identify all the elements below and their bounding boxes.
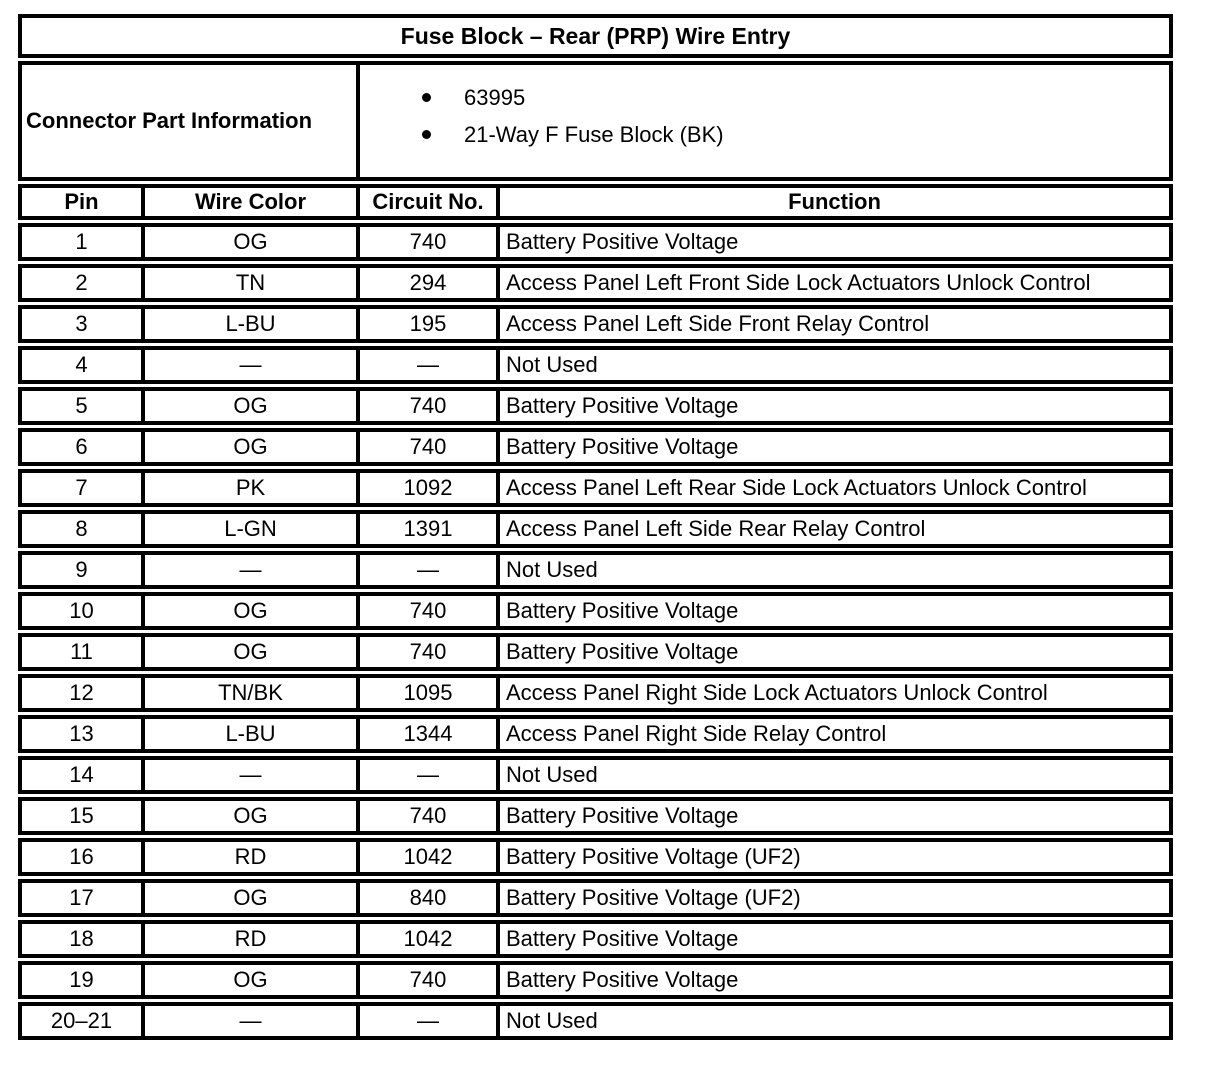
function-cell: Battery Positive Voltage bbox=[496, 432, 1169, 462]
circuit-no-cell: 294 bbox=[356, 268, 496, 298]
table-row bbox=[18, 715, 1173, 753]
wire-color-cell: OG bbox=[141, 391, 356, 421]
table-row bbox=[18, 920, 1173, 958]
table-row bbox=[18, 838, 1173, 876]
wire-color-cell: OG bbox=[141, 965, 356, 995]
circuit-no-cell: 195 bbox=[356, 309, 496, 339]
wire-entry-table bbox=[18, 14, 1173, 1043]
function-cell: Battery Positive Voltage bbox=[496, 391, 1169, 421]
function-cell: Not Used bbox=[496, 760, 1169, 790]
circuit-no-cell: — bbox=[356, 555, 496, 585]
pin-cell: 1 bbox=[75, 229, 88, 254]
table-row bbox=[18, 264, 1173, 302]
pin-column-header: Pin bbox=[64, 189, 99, 214]
pin-cell: 7 bbox=[75, 475, 88, 500]
function-column-header: Function bbox=[496, 188, 1169, 216]
table-row bbox=[18, 756, 1173, 794]
pin-cell: 18 bbox=[69, 926, 94, 951]
table-body bbox=[18, 223, 1173, 1040]
wire-color-cell: OG bbox=[141, 432, 356, 462]
pin-cell: 12 bbox=[69, 680, 94, 705]
table-row bbox=[18, 305, 1173, 343]
function-cell: Battery Positive Voltage bbox=[496, 596, 1169, 626]
wire-color-cell: RD bbox=[141, 924, 356, 954]
circuit-no-cell: 1344 bbox=[356, 719, 496, 749]
wire-color-cell: PK bbox=[141, 473, 356, 503]
circuit-no-cell: 740 bbox=[356, 596, 496, 626]
bullet-icon bbox=[422, 93, 431, 102]
pin-cell: 3 bbox=[75, 311, 88, 336]
wire-color-cell: L-GN bbox=[141, 514, 356, 544]
function-cell: Access Panel Left Side Front Relay Control bbox=[496, 309, 1169, 339]
connector-description bbox=[360, 116, 1169, 153]
column-header-row bbox=[18, 184, 1173, 220]
pin-cell: 20–21 bbox=[50, 1008, 113, 1033]
wire-color-cell: L-BU bbox=[141, 309, 356, 339]
function-cell: Battery Positive Voltage (UF2) bbox=[496, 883, 1169, 913]
circuit-no-cell: 740 bbox=[356, 801, 496, 831]
wire-color-cell: OG bbox=[141, 227, 356, 257]
circuit-no-cell: 740 bbox=[356, 965, 496, 995]
pin-cell: 14 bbox=[69, 762, 94, 787]
circuit-no-column-header: Circuit No. bbox=[356, 188, 496, 216]
table-row bbox=[18, 223, 1173, 261]
table-row bbox=[18, 469, 1173, 507]
function-cell: Battery Positive Voltage (UF2) bbox=[496, 842, 1169, 872]
pin-cell: 15 bbox=[69, 803, 94, 828]
pin-cell: 4 bbox=[75, 352, 88, 377]
wire-color-column-header: Wire Color bbox=[141, 188, 356, 216]
table-row bbox=[18, 510, 1173, 548]
table-row bbox=[18, 797, 1173, 835]
function-cell: Access Panel Left Front Side Lock Actuators Unlock Control bbox=[496, 268, 1169, 298]
wire-color-cell: OG bbox=[141, 883, 356, 913]
circuit-no-cell: 740 bbox=[356, 637, 496, 667]
circuit-no-cell: 1042 bbox=[356, 924, 496, 954]
circuit-no-cell: — bbox=[356, 1006, 496, 1036]
function-cell: Battery Positive Voltage bbox=[496, 227, 1169, 257]
table-row bbox=[18, 1002, 1173, 1040]
connector-part-information-values bbox=[360, 65, 1169, 177]
function-cell: Battery Positive Voltage bbox=[496, 965, 1169, 995]
function-cell: Battery Positive Voltage bbox=[496, 801, 1169, 831]
wire-color-cell: — bbox=[141, 760, 356, 790]
table-row bbox=[18, 961, 1173, 999]
table-row bbox=[18, 387, 1173, 425]
connector-part-number-text: 63995 bbox=[464, 85, 526, 110]
table-row bbox=[18, 879, 1173, 917]
pin-cell: 10 bbox=[69, 598, 94, 623]
table-row bbox=[18, 633, 1173, 671]
connector-part-number bbox=[360, 79, 1169, 116]
circuit-no-cell: 840 bbox=[356, 883, 496, 913]
connector-description-text: 21-Way F Fuse Block (BK) bbox=[464, 122, 724, 147]
connector-part-list bbox=[360, 79, 1169, 153]
pin-cell: 19 bbox=[69, 967, 94, 992]
wire-color-cell: TN/BK bbox=[141, 678, 356, 708]
wire-color-cell: — bbox=[141, 1006, 356, 1036]
bullet-icon bbox=[422, 130, 431, 139]
function-cell: Battery Positive Voltage bbox=[496, 924, 1169, 954]
table-row bbox=[18, 592, 1173, 630]
connector-part-information-row bbox=[18, 61, 1173, 181]
function-cell: Not Used bbox=[496, 350, 1169, 380]
circuit-no-cell: — bbox=[356, 350, 496, 380]
function-cell: Battery Positive Voltage bbox=[496, 637, 1169, 667]
wire-color-cell: — bbox=[141, 350, 356, 380]
circuit-no-cell: 1095 bbox=[356, 678, 496, 708]
function-cell: Not Used bbox=[496, 555, 1169, 585]
function-cell: Not Used bbox=[496, 1006, 1169, 1036]
connector-part-information-label: Connector Part Information bbox=[22, 65, 360, 177]
circuit-no-cell: 740 bbox=[356, 391, 496, 421]
wire-color-cell: RD bbox=[141, 842, 356, 872]
function-cell: Access Panel Left Side Rear Relay Control bbox=[496, 514, 1169, 544]
wire-color-cell: — bbox=[141, 555, 356, 585]
wire-color-cell: OG bbox=[141, 637, 356, 667]
table-row bbox=[18, 428, 1173, 466]
pin-cell: 11 bbox=[70, 639, 93, 664]
pin-cell: 6 bbox=[75, 434, 88, 459]
table-row bbox=[18, 551, 1173, 589]
circuit-no-cell: 1092 bbox=[356, 473, 496, 503]
pin-cell: 16 bbox=[69, 844, 94, 869]
circuit-no-cell: 740 bbox=[356, 227, 496, 257]
circuit-no-cell: — bbox=[356, 760, 496, 790]
wire-color-cell: OG bbox=[141, 801, 356, 831]
wire-color-cell: L-BU bbox=[141, 719, 356, 749]
wire-color-cell: TN bbox=[141, 268, 356, 298]
wire-color-cell: OG bbox=[141, 596, 356, 626]
table-title: Fuse Block – Rear (PRP) Wire Entry bbox=[18, 14, 1173, 58]
pin-cell: 9 bbox=[75, 557, 88, 582]
pin-cell: 2 bbox=[75, 270, 88, 295]
pin-cell: 17 bbox=[69, 885, 94, 910]
circuit-no-cell: 740 bbox=[356, 432, 496, 462]
pin-cell: 8 bbox=[75, 516, 88, 541]
circuit-no-cell: 1391 bbox=[356, 514, 496, 544]
function-cell: Access Panel Right Side Lock Actuators Unlock Control bbox=[496, 678, 1169, 708]
table-row bbox=[18, 346, 1173, 384]
table-row bbox=[18, 674, 1173, 712]
pin-cell: 13 bbox=[69, 721, 94, 746]
function-cell: Access Panel Right Side Relay Control bbox=[496, 719, 1169, 749]
circuit-no-cell: 1042 bbox=[356, 842, 496, 872]
pin-cell: 5 bbox=[75, 393, 88, 418]
function-cell: Access Panel Left Rear Side Lock Actuators Unlock Control bbox=[496, 473, 1169, 503]
